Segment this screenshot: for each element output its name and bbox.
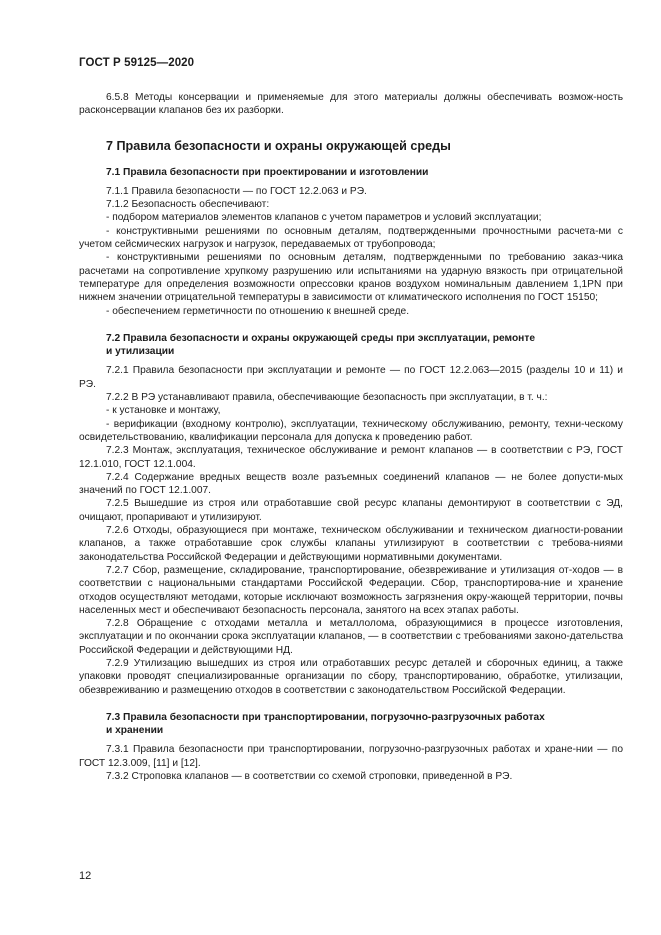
paragraph-7-2-6: 7.2.6 Отходы, образующиеся при монтаже, техническом обслуживании и техническом диагности-ровании клапанов, а также отработавшие срок службы клапаны утилизируют в соответствии с требова-ниями законодательства Российской Федерации и действующими нормативными документами. [79, 525, 623, 563]
page-number: 12 [79, 870, 92, 882]
paragraph-7-1-1: 7.1.1 Правила безопасности — по ГОСТ 12.2.063 и РЭ. [106, 185, 367, 197]
paragraph-7-2-3: 7.2.3 Монтаж, эксплуатация, техническое обслуживание и ремонт клапанов — в соответствии с РЭ, ГОСТ 12.1.010, ГОСТ 12.1.004. [79, 445, 623, 470]
section-7-2-heading-line2: и утилизации [106, 346, 175, 358]
paragraph-7-2-4: 7.2.4 Содержание вредных веществ возле разъемных соединений клапанов — не более допусти-мых значений по ГОСТ 12.1.007. [79, 471, 623, 497]
document-body [79, 91, 623, 783]
list-item: - конструктивными решениями по основным деталям, подтвержденными по требованию заказ-чика расчетами на сопротивление хрупкому разрушению или испытаниями на ударную вязкость при отрицательной температуре для определения возможности опрессовки кранов воздухом номинальным давлением 1,1PN при нижнем значении отрицательной температуры в зависимости от климатического исполнения по ГОСТ 15150; [79, 252, 623, 304]
paragraph-7-2-1: 7.2.1 Правила безопасности при эксплуатации и ремонте — по ГОСТ 12.2.063—2015 (разделы 10 и 11) и РЭ. [79, 365, 623, 390]
paragraph-7-3-1: 7.3.1 Правила безопасности при транспортировании, погрузочно-разгрузочных работах и хране-нии — по ГОСТ 12.3.009, [11] и [12]. [79, 744, 623, 769]
paragraph-7-2-7: 7.2.7 Сбор, размещение, складирование, транспортирование, обезвреживание и утилизация от-ходов — в соответствии с национальными стандартами Российской Федерации. Сбор, транспортирова-ние и хранение отходов осуществляют методами, которые исключают возможность загрязнения окру-жающей территории, почвы населенных мест и обеспечивают безопасность персонала, занятого на всех этапах работы. [79, 564, 623, 616]
section-7-3-heading-line1: 7.3 Правила безопасности при транспортировании, погрузочно-разгрузочных работах [106, 711, 545, 723]
paragraph-7-1-2: 7.1.2 Безопасность обеспечивают: [106, 199, 270, 211]
list-item: - к установке и монтажу, [106, 405, 221, 417]
section-7-heading: 7 Правила безопасности и охраны окружающей среды [106, 138, 451, 153]
list-item: - верификации (входному контролю), эксплуатации, техническому обслуживанию, ремонту, техни-ческому освидетельствованию, квалификации персонала для допуска к проведению работ. [79, 418, 623, 443]
section-7-1-heading: 7.1 Правила безопасности при проектировании и изготовлении [106, 166, 429, 178]
paragraph-7-2-5: 7.2.5 Вышедшие из строя или отработавшие свой ресурс клапаны демонтируют в соответствии с ЭД, очищают, пропаривают и утилизируют. [79, 498, 623, 523]
section-7-2-heading-line1: 7.2 Правила безопасности и охраны окружающей среды при эксплуатации, ремонте [106, 332, 535, 344]
list-item: - обеспечением герметичности по отношению к внешней среде. [106, 305, 410, 317]
paragraph-7-2-9: 7.2.9 Утилизацию вышедших из строя или отработавших ресурс деталей и сборочных единиц, а также упаковки проводят специализированные организации по сбору, транспортированию, обработке, утилизации, обезвреживанию и размещению отходов в соответствии с законодательством Российской Федерации. [79, 657, 623, 696]
paragraph-7-2-8: 7.2.8 Обращение с отходами металла и металлолома, образующимися в процессе изготовления, эксплуатации и по окончании срока эксплуатации клапанов, — в соответствии с требованиями законо-дательства Российской Федерации и действующими НД. [79, 618, 623, 656]
section-7-3-heading-line2: и хранении [106, 725, 164, 737]
paragraph-7-2-2: 7.2.2 В РЭ устанавливают правила, обеспечивающие безопасность при эксплуатации, в т. ч.: [106, 392, 548, 404]
list-item: - конструктивными решениями по основным деталям, подтвержденными прочностными расчета-ми с учетом сейсмических нагрузок и нагрузок, передаваемых от трубопровода; [79, 225, 623, 251]
paragraph-6-5-8: 6.5.8 Методы консервации и применяемые для этого материалы должны обеспечивать возмож-ность расконсервации клапанов без их разборки. [79, 92, 623, 117]
paragraph-7-3-2: 7.3.2 Строповка клапанов — в соответствии со схемой строповки, приведенной в РЭ. [106, 771, 513, 783]
list-item: - подбором материалов элементов клапанов с учетом параметров и условий эксплуатации; [106, 212, 542, 224]
document-code-header: ГОСТ Р 59125—2020 [79, 57, 195, 69]
